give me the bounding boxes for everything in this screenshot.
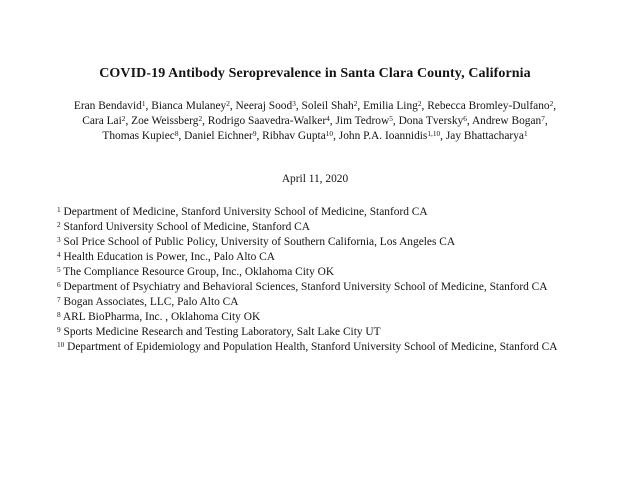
author-line [57, 129, 573, 144]
affiliation-number: 6 [57, 279, 61, 289]
affiliation-text: Department of Epidemiology and Population Health, Stanford University School of Medicine, Stanford CA [64, 341, 558, 353]
author-text: , Daniel Eichner [178, 130, 253, 142]
affiliation-text: Health Education is Power, Inc., Palo Alto CA [60, 251, 276, 263]
affiliation-text: The Compliance Resource Group, Inc., Oklahoma City OK [60, 266, 335, 278]
author-text: , Ribhav Gupta [256, 130, 326, 142]
affiliation-text: ARL BioPharma, Inc. , Oklahoma City OK [60, 311, 261, 323]
affiliation-item [57, 295, 573, 310]
author-text: , Jay Bhattacharya [440, 130, 524, 142]
author-superscript: 2 [121, 113, 126, 123]
author-text: , [553, 100, 557, 112]
affiliation-text: Bogan Associates, LLC, Palo Alto CA [60, 296, 239, 308]
author-superscript: 2 [549, 98, 554, 108]
affiliation-number: 5 [57, 264, 61, 274]
author-superscript: 1 [523, 128, 528, 138]
affiliation-item [57, 325, 573, 340]
author-text: , Andrew Bogan [466, 115, 542, 127]
author-text: Cara Lai [82, 115, 122, 127]
affiliation-text: Department of Medicine, Stanford University School of Medicine, Stanford CA [60, 206, 428, 218]
author-line [57, 99, 573, 114]
affiliation-number: 4 [57, 249, 61, 259]
author-superscript: 9 [252, 128, 257, 138]
author-text: , Soleil Shah [295, 100, 354, 112]
affiliation-text: Sports Medicine Research and Testing Laboratory, Salt Lake City UT [60, 326, 381, 338]
affiliation-item [57, 310, 573, 325]
author-superscript: 6 [463, 113, 467, 123]
author-superscript: 8 [174, 128, 179, 138]
affiliation-number: 1 [57, 204, 61, 214]
affiliation-text: Sol Price School of Public Policy, University of Southern California, Los Angeles CA [60, 236, 456, 248]
affiliation-number: 8 [57, 309, 61, 319]
author-text: Thomas Kupiec [102, 130, 175, 142]
author-superscript: 2 [417, 98, 422, 108]
author-superscript: 1 [141, 98, 146, 108]
affiliation-item [57, 265, 573, 280]
affiliation-item [57, 220, 573, 235]
affiliation-item [57, 340, 573, 355]
author-text: , Zoe Weissberg [125, 115, 199, 127]
author-superscript: 2 [353, 98, 358, 108]
affiliation-item [57, 235, 573, 250]
author-superscript: 4 [326, 113, 330, 123]
author-superscript: 2 [198, 113, 203, 123]
author-superscript: 2 [226, 98, 230, 108]
author-text: , Jim Tedrow [329, 115, 390, 127]
affiliation-text: Department of Psychiatry and Behavioral Sciences, Stanford University School of Medicine, Stanford CA [60, 281, 548, 293]
author-superscript: 5 [389, 113, 393, 123]
publication-date: April 11, 2020 [281, 173, 349, 185]
author-text: Eran Bendavid [73, 100, 142, 112]
author-text: , Bianca Mulaney [145, 100, 227, 112]
affiliation-text: Stanford University School of Medicine, Stanford CA [60, 221, 310, 233]
author-superscript: 7 [541, 113, 545, 123]
author-superscript: 10 [325, 128, 334, 138]
affiliation-number: 9 [57, 324, 61, 334]
author-list [57, 99, 573, 144]
affiliation-item [57, 280, 573, 295]
affiliation-number: 10 [57, 339, 65, 349]
affiliations-list [57, 205, 573, 355]
author-text: , Neeraj Sood [229, 100, 293, 112]
author-line [57, 114, 573, 129]
author-text: , Emilia Ling [357, 100, 418, 112]
author-text: , [544, 115, 548, 127]
author-text: , Dona Tversky [392, 115, 464, 127]
author-text: , Rebecca Bromley-Dulfano [421, 100, 550, 112]
author-superscript: 1,10 [427, 128, 441, 138]
author-superscript: 3 [292, 98, 296, 108]
author-text: , John P.A. Ioannidis [333, 130, 428, 142]
affiliation-number: 2 [57, 219, 61, 229]
author-text: , Rodrigo Saavedra-Walker [202, 115, 327, 127]
affiliation-item [57, 205, 573, 220]
affiliation-item [57, 250, 573, 265]
affiliation-number: 3 [57, 234, 61, 244]
paper-title: COVID-19 Antibody Seroprevalence in Santa Clara County, California [99, 66, 531, 81]
affiliation-number: 7 [57, 294, 61, 304]
